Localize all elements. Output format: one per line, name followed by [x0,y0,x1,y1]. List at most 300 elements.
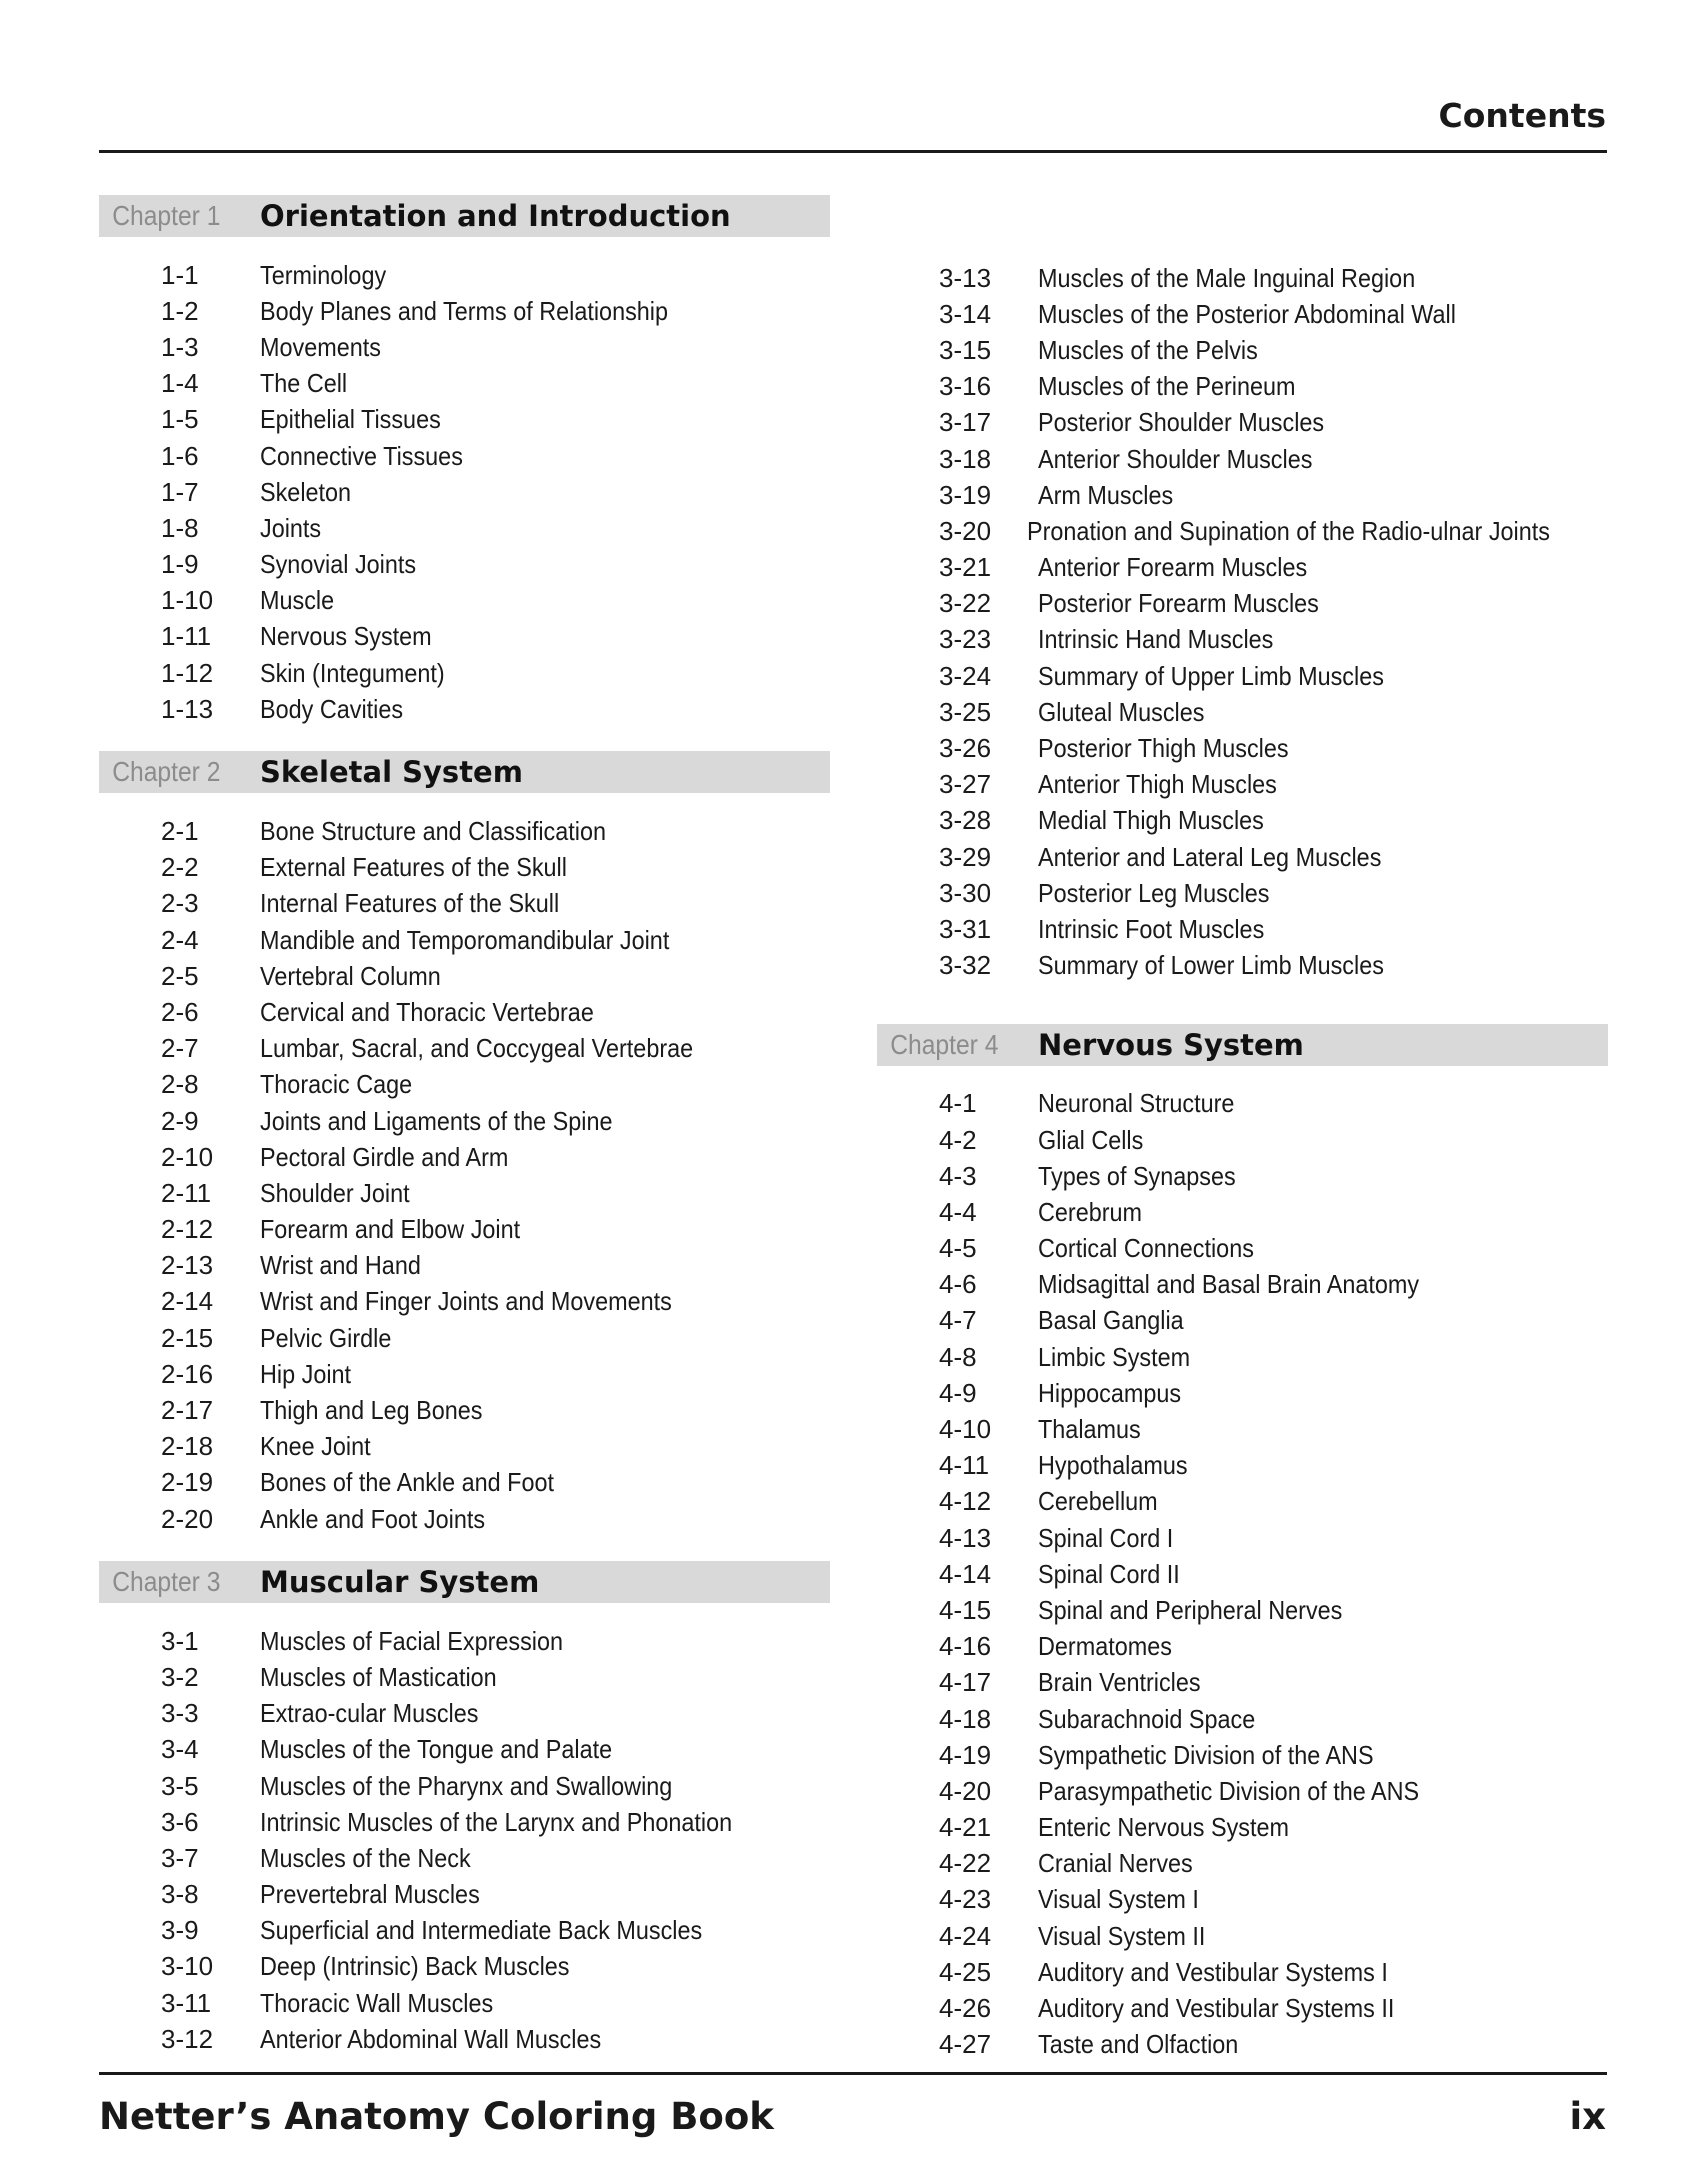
footer-page-number: ix [1569,2095,1606,2138]
toc-entry [877,1231,1608,1267]
entry-number: 2-5 [161,960,199,991]
entry-title: Epithelial Tissues [260,404,441,435]
entry-number: 3-12 [161,2023,214,2054]
entry-number: 1-4 [161,368,199,399]
entry-title: Spinal and Peripheral Nerves [1038,1594,1343,1625]
entry-title: Muscle [260,585,335,616]
toc-entry [877,1665,1608,1701]
entry-title: Enteric Nervous System [1038,1812,1289,1843]
toc-entry [877,1954,1608,1990]
toc-entry [99,813,830,849]
toc-entry [877,839,1608,875]
entry-title: Arm Muscles [1038,479,1174,510]
entry-title: Dermatomes [1038,1631,1172,1662]
footer-rule [99,2072,1607,2075]
entry-number: 3-24 [939,660,992,691]
entry-title: Sympathetic Division of the ANS [1038,1739,1374,1770]
toc-entry [99,2021,830,2057]
toc-entry [877,875,1608,911]
toc-entry [99,1465,830,1501]
entry-title: Bones of the Ankle and Foot [260,1467,555,1498]
toc-entry [877,1918,1608,1954]
entry-title: Spinal Cord I [1038,1522,1174,1553]
entry-title: Limbic System [1038,1341,1191,1372]
toc-entry [877,1810,1608,1846]
entry-number: 1-12 [161,657,214,688]
entry-number: 4-10 [939,1414,992,1445]
toc-entry [877,477,1608,513]
entry-number: 4-9 [939,1377,977,1408]
entry-number: 4-11 [939,1450,990,1481]
chapter-heading [99,1561,830,1603]
entry-title: Pectoral Girdle and Arm [260,1141,509,1172]
entry-number: 4-19 [939,1739,992,1770]
toc-entry [99,1985,830,2021]
entry-title: Wrist and Hand [260,1250,421,1281]
toc-entry [99,886,830,922]
toc-entry [877,2027,1608,2063]
chapter-4-section [877,1024,1608,2063]
chapter-heading [877,1024,1608,1066]
toc-entry [99,1732,830,1768]
toc-entry [99,1877,830,1913]
entry-number: 4-12 [939,1486,992,1517]
entry-number: 3-14 [939,298,992,329]
toc-entry [877,1267,1608,1303]
entry-number: 1-10 [161,585,214,616]
toc-entry [877,948,1608,984]
entry-title: Summary of Upper Limb Muscles [1038,660,1384,691]
entry-title: Visual System II [1038,1920,1206,1951]
toc-entry [99,1175,830,1211]
entry-number: 1-2 [161,295,199,326]
toc-entry [877,1194,1608,1230]
entry-number: 4-3 [939,1160,977,1191]
entry-title: Spinal Cord II [1038,1558,1180,1589]
entry-number: 4-16 [939,1631,992,1662]
toc-entry [877,332,1608,368]
toc-entry [99,994,830,1030]
toc-entry [99,922,830,958]
entry-title: Pronation and Supination of the Radio-ulnar Joints [1026,515,1550,546]
entry-number: 2-18 [161,1431,214,1462]
entry-number: 2-4 [161,924,199,955]
entry-title: Body Cavities [260,693,404,724]
entry-number: 3-15 [939,334,992,365]
entry-title: Posterior Thigh Muscles [1038,733,1289,764]
toc-entry [99,1284,830,1320]
entry-title: Muscles of the Pelvis [1038,334,1258,365]
toc-entry [99,1067,830,1103]
chapter-heading [99,751,830,793]
entry-title: Muscles of the Male Inguinal Region [1038,262,1416,293]
toc-entry [99,1429,830,1465]
entry-title: Subarachnoid Space [1038,1703,1256,1734]
toc-entry [877,1773,1608,1809]
entry-title: Cranial Nerves [1038,1848,1193,1879]
toc-entry [99,366,830,402]
toc-entry [99,619,830,655]
toc-entry [99,1031,830,1067]
entry-title: Extrao-cular Muscles [260,1698,479,1729]
entry-number: 1-5 [161,404,199,435]
entry-number: 3-9 [161,1915,199,1946]
entry-title: Body Planes and Terms of Relationship [260,295,669,326]
entry-number: 3-22 [939,588,992,619]
entry-number: 2-13 [161,1250,214,1281]
entry-number: 1-13 [161,693,214,724]
entry-number: 3-25 [939,696,992,727]
entry-title: Summary of Lower Limb Muscles [1038,950,1384,981]
toc-entry [99,1696,830,1732]
entry-number: 3-4 [161,1734,199,1765]
entry-number: 3-2 [161,1661,199,1692]
entry-number: 4-27 [939,2029,992,2060]
toc-entry [877,296,1608,332]
entry-title: Muscles of the Pharynx and Swallowing [260,1770,673,1801]
footer-book-title: Netter’s Anatomy Coloring Book [99,2095,774,2138]
entry-title: Muscles of the Tongue and Palate [260,1734,613,1765]
toc-entry-list [99,1623,830,2057]
entry-title: Thigh and Leg Bones [260,1395,483,1426]
toc-entry [99,1659,830,1695]
entry-number: 4-6 [939,1269,977,1300]
entry-number: 4-26 [939,1993,992,2024]
entry-title: Posterior Leg Muscles [1038,877,1270,908]
entry-number: 3-5 [161,1770,199,1801]
toc-entry [99,1804,830,1840]
entry-number: 3-7 [161,1842,199,1873]
entry-title: Visual System I [1038,1884,1199,1915]
entry-number: 3-16 [939,371,992,402]
entry-title: Muscles of Facial Expression [260,1625,564,1656]
toc-entry [877,1375,1608,1411]
entry-number: 4-13 [939,1522,992,1553]
toc-entry [99,438,830,474]
entry-number: 1-3 [161,331,199,362]
entry-title: Wrist and Finger Joints and Movements [260,1286,672,1317]
entry-number: 1-7 [161,476,199,507]
entry-title: Ankle and Foot Joints [260,1503,486,1534]
toc-entry [99,257,830,293]
toc-entry [99,655,830,691]
entry-number: 2-12 [161,1214,214,1245]
entry-number: 3-30 [939,877,992,908]
toc-entry [877,1592,1608,1628]
entry-number: 4-14 [939,1558,992,1589]
chapter-title: Nervous System [1038,1027,1304,1062]
toc-entry [877,1701,1608,1737]
entry-number: 1-1 [161,259,199,290]
entry-title: Muscles of the Neck [260,1842,471,1873]
entry-number: 2-15 [161,1322,214,1353]
entry-title: Vertebral Column [260,960,441,991]
entry-title: Intrinsic Foot Muscles [1038,913,1265,944]
toc-entry [877,1303,1608,1339]
toc-entry [99,474,830,510]
toc-entry-list [99,813,830,1537]
toc-entry [99,1913,830,1949]
chapter-2-section [99,751,830,1537]
toc-entry [877,694,1608,730]
entry-number: 3-28 [939,805,992,836]
entry-title: Shoulder Joint [260,1177,410,1208]
toc-entry [877,658,1608,694]
entry-number: 3-23 [939,624,992,655]
toc-entry-list [877,260,1608,984]
toc-entry [877,441,1608,477]
entry-number: 2-2 [161,852,199,883]
entry-title: Movements [260,331,381,362]
entry-number: 4-24 [939,1920,992,1951]
entry-number: 4-2 [939,1124,977,1155]
entry-title: Anterior Thigh Muscles [1038,769,1277,800]
entry-number: 3-3 [161,1698,199,1729]
toc-entry [99,850,830,886]
entry-title: Joints and Ligaments of the Spine [260,1105,613,1136]
entry-number: 2-17 [161,1395,214,1426]
entry-title: Posterior Forearm Muscles [1038,588,1319,619]
entry-number: 4-22 [939,1848,992,1879]
toc-entry [877,767,1608,803]
entry-number: 2-6 [161,996,199,1027]
entry-number: 3-31 [939,913,992,944]
entry-number: 4-15 [939,1594,992,1625]
entry-title: Synovial Joints [260,549,417,580]
entry-number: 3-19 [939,479,992,510]
entry-number: 3-8 [161,1879,199,1910]
entry-number: 2-8 [161,1069,199,1100]
chapter-3-continued-section [877,260,1608,984]
toc-entry [877,369,1608,405]
entry-number: 3-11 [161,1987,212,2018]
chapter-title: Orientation and Introduction [260,199,731,233]
toc-entry [99,293,830,329]
entry-title: Brain Ventricles [1038,1667,1201,1698]
toc-entry [877,1882,1608,1918]
toc-entry [99,329,830,365]
toc-entry [877,1629,1608,1665]
entry-number: 4-18 [939,1703,992,1734]
toc-entry [99,958,830,994]
entry-number: 4-21 [939,1812,992,1843]
chapter-title: Skeletal System [260,755,523,790]
entry-number: 4-17 [939,1667,992,1698]
toc-entry [99,1768,830,1804]
entry-number: 2-10 [161,1141,214,1172]
entry-title: Medial Thigh Muscles [1038,805,1264,836]
entry-title: Thoracic Wall Muscles [260,1987,494,2018]
entry-title: Muscles of the Posterior Abdominal Wall [1038,298,1456,329]
entry-title: Thalamus [1038,1414,1141,1445]
entry-number: 2-16 [161,1358,214,1389]
toc-entry [99,1212,830,1248]
entry-number: 4-20 [939,1775,992,1806]
chapter-label: Chapter 4 [890,1028,999,1060]
toc-entry [99,1623,830,1659]
toc-entry [877,1158,1608,1194]
entry-number: 3-26 [939,733,992,764]
entry-title: Terminology [260,259,387,290]
right-column [877,260,1608,2087]
entry-number: 3-18 [939,443,992,474]
entry-title: External Features of the Skull [260,852,567,883]
entry-title: Anterior Abdominal Wall Muscles [260,2023,602,2054]
entry-number: 4-7 [939,1305,977,1336]
entry-number: 2-11 [161,1177,212,1208]
toc-entry [877,1448,1608,1484]
toc-entry [877,405,1608,441]
entry-title: Mandible and Temporomandibular Joint [260,924,670,955]
entry-number: 3-27 [939,769,992,800]
toc-entry [99,510,830,546]
toc-entry [99,1949,830,1985]
entry-number: 2-1 [161,816,199,847]
toc-entry [877,1484,1608,1520]
entry-number: 1-6 [161,440,199,471]
entry-number: 1-11 [161,621,212,652]
entry-title: Internal Features of the Skull [260,888,560,919]
toc-entry [877,1086,1608,1122]
entry-number: 3-10 [161,1951,214,1982]
entry-number: 3-20 [939,515,992,546]
entry-title: Taste and Olfaction [1038,2029,1239,2060]
toc-entry [99,1501,830,1537]
entry-title: Cerebellum [1038,1486,1158,1517]
entry-number: 4-8 [939,1341,977,1372]
entry-title: Anterior and Lateral Leg Muscles [1038,841,1382,872]
entry-title: Hippocampus [1038,1377,1182,1408]
entry-number: 3-1 [161,1625,199,1656]
entry-title: Types of Synapses [1038,1160,1236,1191]
entry-title: Cerebrum [1038,1196,1143,1227]
entry-title: Cervical and Thoracic Vertebrae [260,996,594,1027]
toc-entry [99,691,830,727]
entry-title: Gluteal Muscles [1038,696,1205,727]
entry-title: Skeleton [260,476,352,507]
toc-entry [99,1356,830,1392]
toc-entry [877,1556,1608,1592]
toc-entry [99,1248,830,1284]
entry-title: Knee Joint [260,1431,371,1462]
entry-title: Superficial and Intermediate Back Muscles [260,1915,703,1946]
entry-title: Cortical Connections [1038,1233,1254,1264]
toc-entry [99,1840,830,1876]
entry-title: Anterior Shoulder Muscles [1038,443,1313,474]
entry-number: 4-23 [939,1884,992,1915]
toc-entry [99,1392,830,1428]
entry-number: 4-4 [939,1196,977,1227]
entry-title: Anterior Forearm Muscles [1038,552,1308,583]
entry-number: 1-9 [161,549,199,580]
entry-title: Forearm and Elbow Joint [260,1214,521,1245]
toc-entry [877,1737,1608,1773]
entry-title: Bone Structure and Classification [260,816,606,847]
entry-title: Glial Cells [1038,1124,1144,1155]
entry-title: Hip Joint [260,1358,352,1389]
toc-entry [99,402,830,438]
entry-title: Nervous System [260,621,432,652]
chapter-heading [99,195,830,237]
entry-title: Auditory and Vestibular Systems II [1038,1993,1395,2024]
toc-entry [877,622,1608,658]
entry-number: 3-29 [939,841,992,872]
toc-entry-list [99,257,830,727]
chapter-1-section [99,195,830,727]
entry-number: 3-17 [939,407,992,438]
entry-title: Midsagittal and Basal Brain Anatomy [1038,1269,1420,1300]
entry-number: 2-20 [161,1503,214,1534]
toc-entry [99,583,830,619]
toc-entry [877,260,1608,296]
toc-entry [877,586,1608,622]
entry-number: 1-8 [161,512,199,543]
toc-entry [877,1122,1608,1158]
entry-title: Deep (Intrinsic) Back Muscles [260,1951,570,1982]
toc-entry [877,550,1608,586]
chapter-3-section [99,1561,830,2057]
entry-number: 4-5 [939,1233,977,1264]
entry-number: 4-1 [939,1088,977,1119]
page-header-title: Contents [1438,96,1606,135]
entry-title: Pelvic Girdle [260,1322,392,1353]
entry-title: Lumbar, Sacral, and Coccygeal Vertebrae [260,1033,694,1064]
entry-number: 2-9 [161,1105,199,1136]
entry-title: Thoracic Cage [260,1069,413,1100]
entry-title: Posterior Shoulder Muscles [1038,407,1325,438]
entry-number: 4-25 [939,1956,992,1987]
entry-number: 2-3 [161,888,199,919]
toc-entry [877,1520,1608,1556]
entry-title: Intrinsic Hand Muscles [1038,624,1274,655]
entry-title: Prevertebral Muscles [260,1879,480,1910]
entry-title: Muscles of Mastication [260,1661,497,1692]
entry-title: Connective Tissues [260,440,463,471]
chapter-label: Chapter 3 [112,1566,221,1598]
chapter-label: Chapter 1 [112,200,221,231]
toc-entry [877,1339,1608,1375]
toc-entry [99,547,830,583]
toc-entry [877,730,1608,766]
header-rule [99,150,1607,153]
toc-entry [877,1990,1608,2026]
toc-entry [877,1411,1608,1447]
left-column [99,195,830,2081]
entry-number: 3-6 [161,1806,199,1837]
toc-entry-list [877,1086,1608,2063]
entry-title: Muscles of the Perineum [1038,371,1296,402]
entry-number: 2-19 [161,1467,214,1498]
entry-title: Skin (Integument) [260,657,445,688]
entry-title: Intrinsic Muscles of the Larynx and Phonation [260,1806,733,1837]
toc-entry [99,1320,830,1356]
entry-title: Joints [260,512,322,543]
entry-title: Parasympathetic Division of the ANS [1038,1775,1420,1806]
entry-title: Hypothalamus [1038,1450,1188,1481]
toc-entry [99,1139,830,1175]
chapter-label: Chapter 2 [112,756,221,788]
entry-number: 3-21 [939,552,992,583]
entry-number: 2-14 [161,1286,214,1317]
toc-entry [99,1103,830,1139]
toc-entry [877,911,1608,947]
toc-entry [877,1846,1608,1882]
entry-title: Auditory and Vestibular Systems I [1038,1956,1388,1987]
entry-title: The Cell [260,368,348,399]
entry-number: 3-32 [939,950,992,981]
entry-title: Basal Ganglia [1038,1305,1184,1336]
entry-number: 2-7 [161,1033,199,1064]
